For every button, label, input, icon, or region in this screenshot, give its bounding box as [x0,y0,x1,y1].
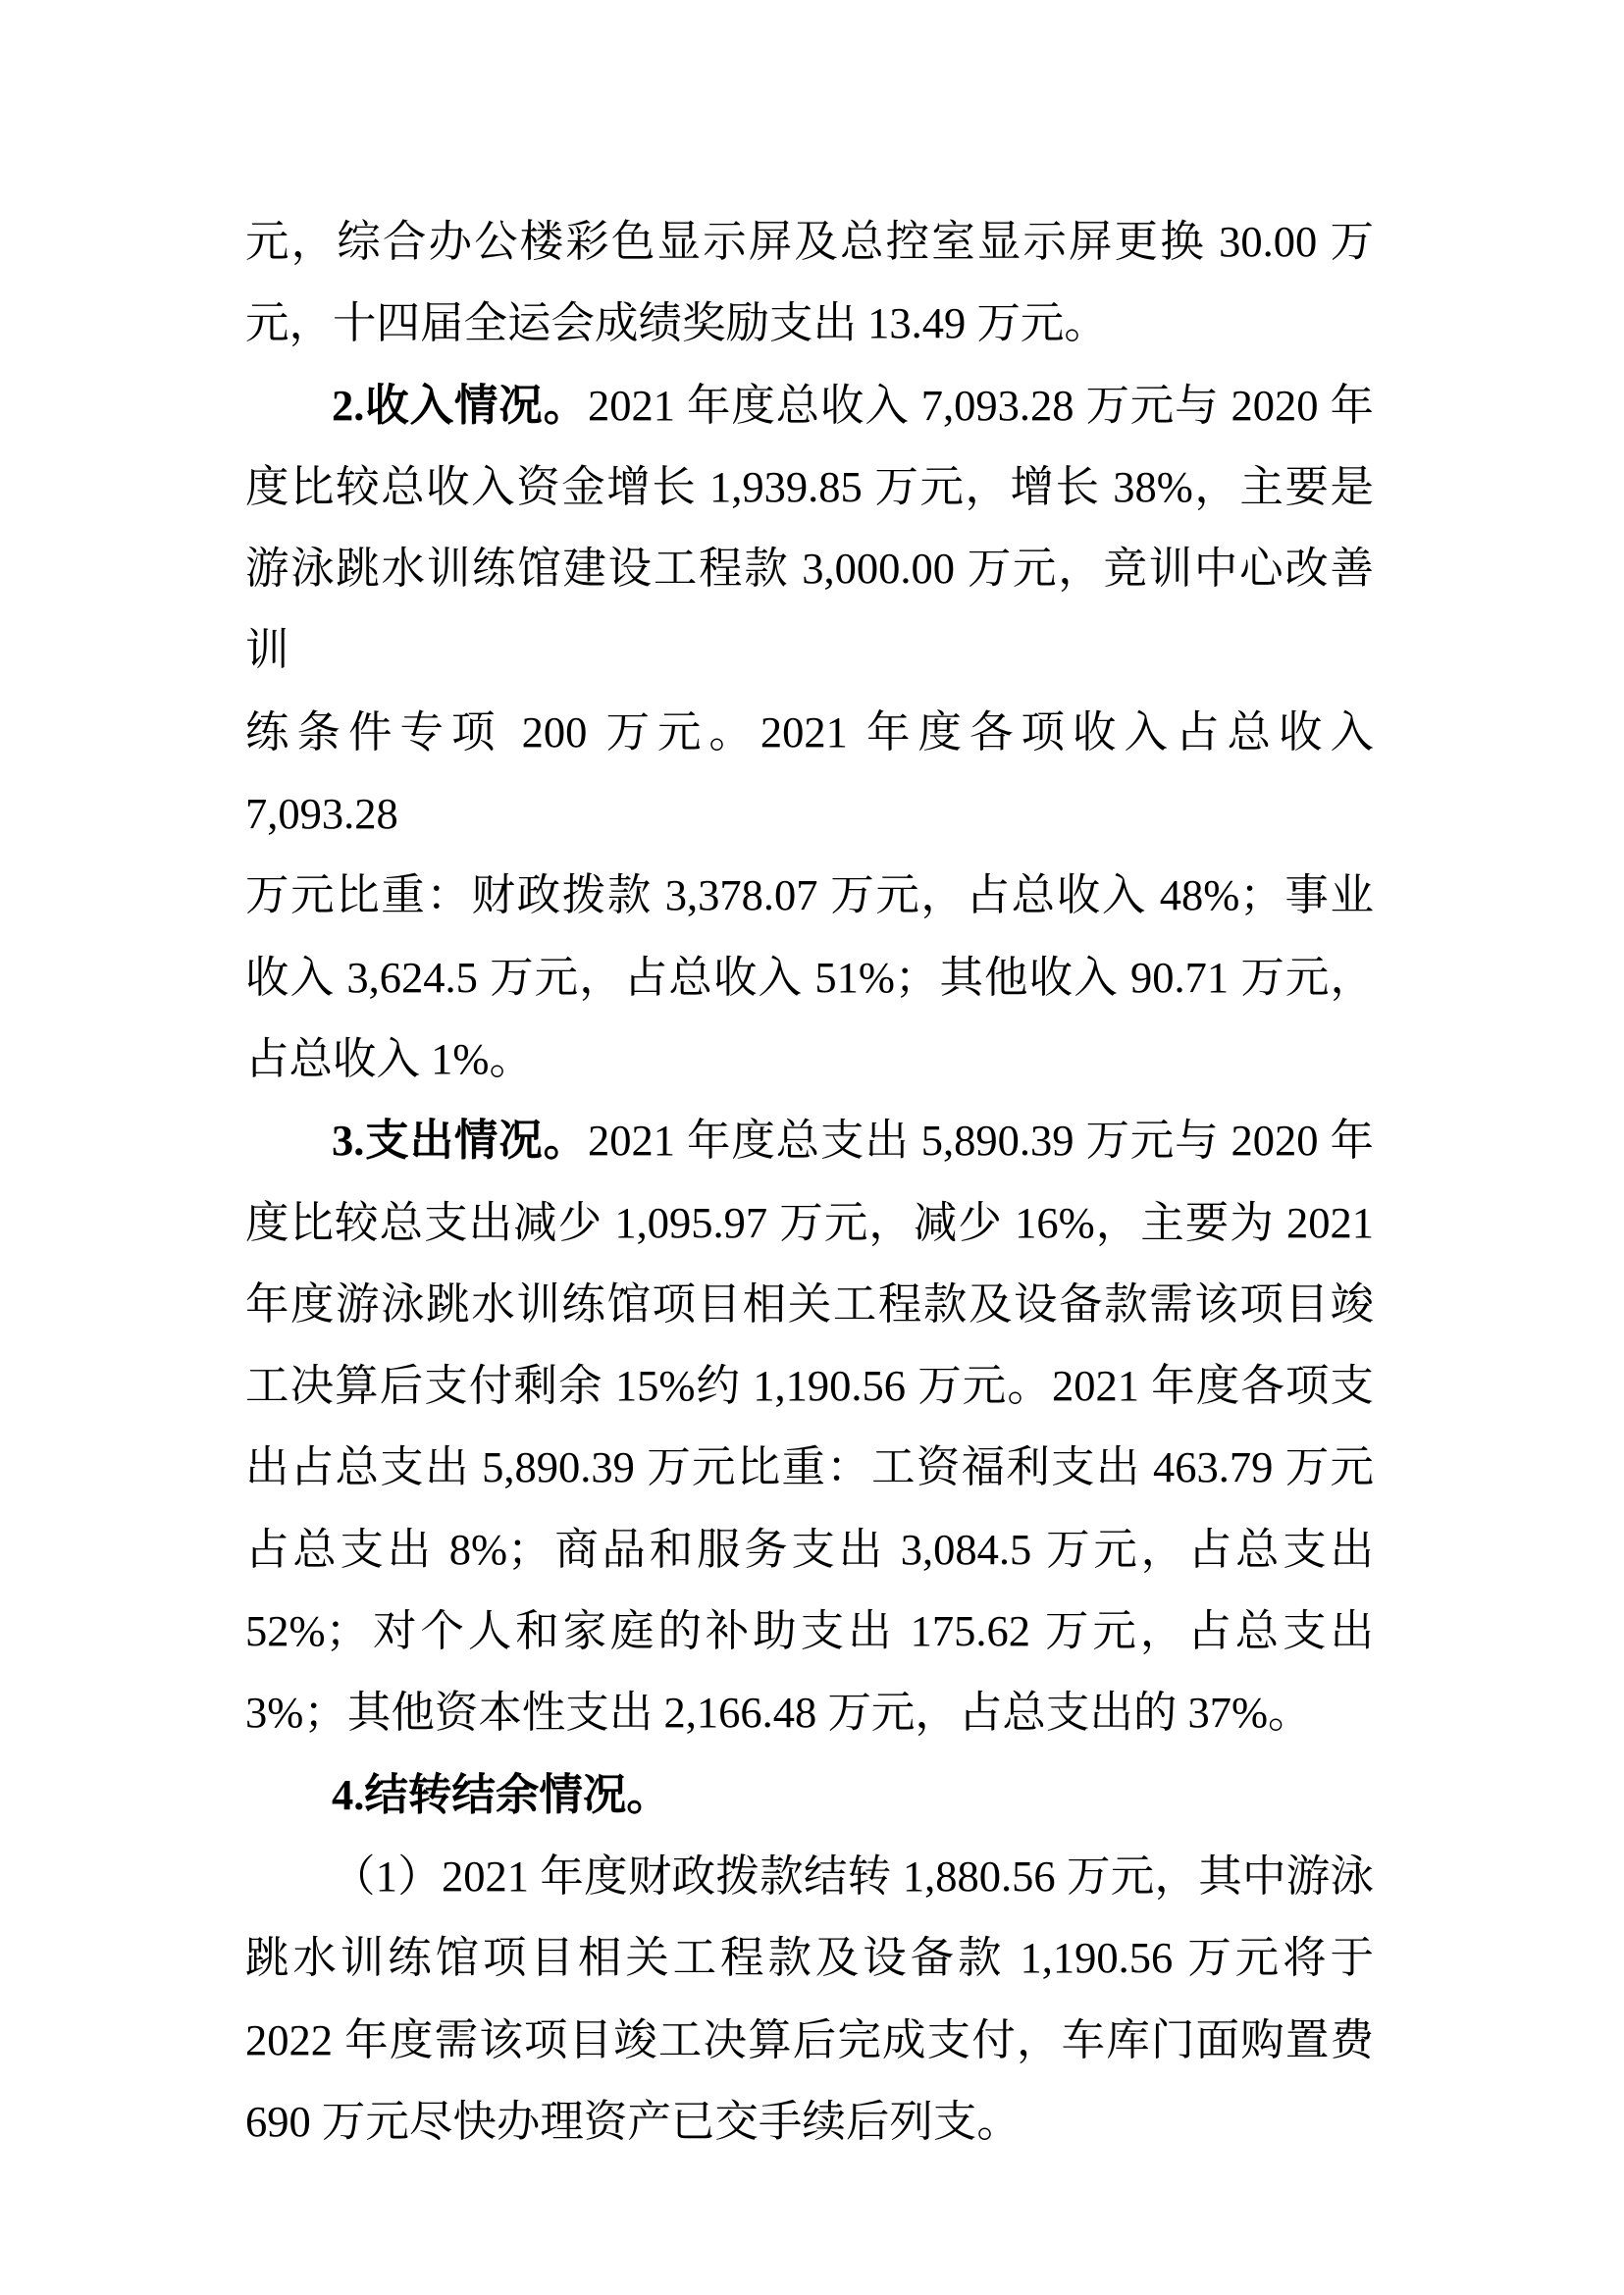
body-text-run: 游泳跳水训练馆建设工程款 3,000.00 万元，竞训中心改善训 [245,544,1374,675]
body-text-run: 跳水训练馆项目相关工程款及设备款 1,190.56 万元将于 [245,1933,1374,1983]
body-text-run: 2021 年度总支出 5,890.39 万元与 2020 年 [588,1116,1374,1166]
text-block [245,201,1374,2163]
body-text-run: 690 万元尽快办理资产已交手续后列支。 [245,2096,1021,2146]
section-heading-run: 2.收入情况。 [332,380,588,430]
text-line-11 [245,1182,1374,1264]
body-text-run: 年度游泳跳水训练馆项目相关工程款及设备款需该项目竣 [245,1278,1374,1329]
text-line-14 [245,1427,1374,1508]
text-line-16 [245,1591,1374,1672]
body-text-run: 52%；对个人和家庭的补助支出 175.62 万元，占总支出 [245,1606,1374,1656]
body-text-run: 占总收入 1%。 [245,1033,533,1083]
text-line-6 [245,692,1374,856]
body-text-run: 收入 3,624.5 万元，占总收入 51%；其他收入 90.71 万元， [245,952,1374,1002]
body-text-run: 2021 年度总收入 7,093.28 万元与 2020 年 [588,380,1374,430]
body-text-run: 万元比重：财政拨款 3,378.07 万元，占总收入 48%；事业 [245,870,1374,920]
body-text-run: 度比较总收入资金增长 1,939.85 万元，增长 38%，主要是 [245,461,1374,511]
text-line-17 [245,1672,1374,1753]
section-heading-run: 4.结转结余情况。 [332,1769,670,1819]
text-line-5 [245,528,1374,692]
body-text-run: 度比较总支出减少 1,095.97 万元，减少 16%，主要为 2021 [245,1197,1374,1247]
text-line-22 [245,2081,1374,2163]
text-line-15 [245,1509,1374,1591]
text-line-7 [245,855,1374,936]
text-line-10 [245,1100,1374,1181]
text-line-9 [245,1018,1374,1100]
body-text-run: （1）2021 年度财政拨款结转 1,880.56 万元，其中游泳 [332,1851,1374,1901]
body-text-run: 3%；其他资本性支出 2,166.48 万元，占总支出的 37%。 [245,1688,1312,1738]
body-text-run: 2022 年度需该项目竣工决算后完成支付，车库门面购置费 [245,2014,1374,2064]
text-line-21 [245,2000,1374,2081]
body-text-run: 出占总支出 5,890.39 万元比重：工资福利支出 463.79 万元 [245,1442,1374,1492]
text-line-8 [245,937,1374,1018]
body-text-run: 元，综合办公楼彩色显示屏及总控室显示屏更换 30.00 万 [245,217,1374,266]
text-line-2 [245,283,1374,364]
text-line-19 [245,1836,1374,1917]
text-line-4 [245,446,1374,528]
text-line-20 [245,1917,1374,1999]
section-heading-run: 3.支出情况。 [332,1116,588,1166]
text-line-12 [245,1264,1374,1345]
text-line-3 [245,365,1374,446]
body-text-run: 元，十四届全运会成绩奖励支出 13.49 万元。 [245,298,1108,348]
body-text-run: 工决算后支付剩余 15%约 1,190.56 万元。2021 年度各项支 [245,1361,1374,1411]
text-line-1 [245,201,1374,283]
text-line-18 [245,1754,1374,1836]
body-text-run: 占总支出 8%；商品和服务支出 3,084.5 万元，占总支出 [245,1524,1374,1574]
text-line-13 [245,1345,1374,1427]
body-text-run: 练条件专项 200 万元。2021 年度各项收入占总收入 7,093.28 [245,706,1374,839]
